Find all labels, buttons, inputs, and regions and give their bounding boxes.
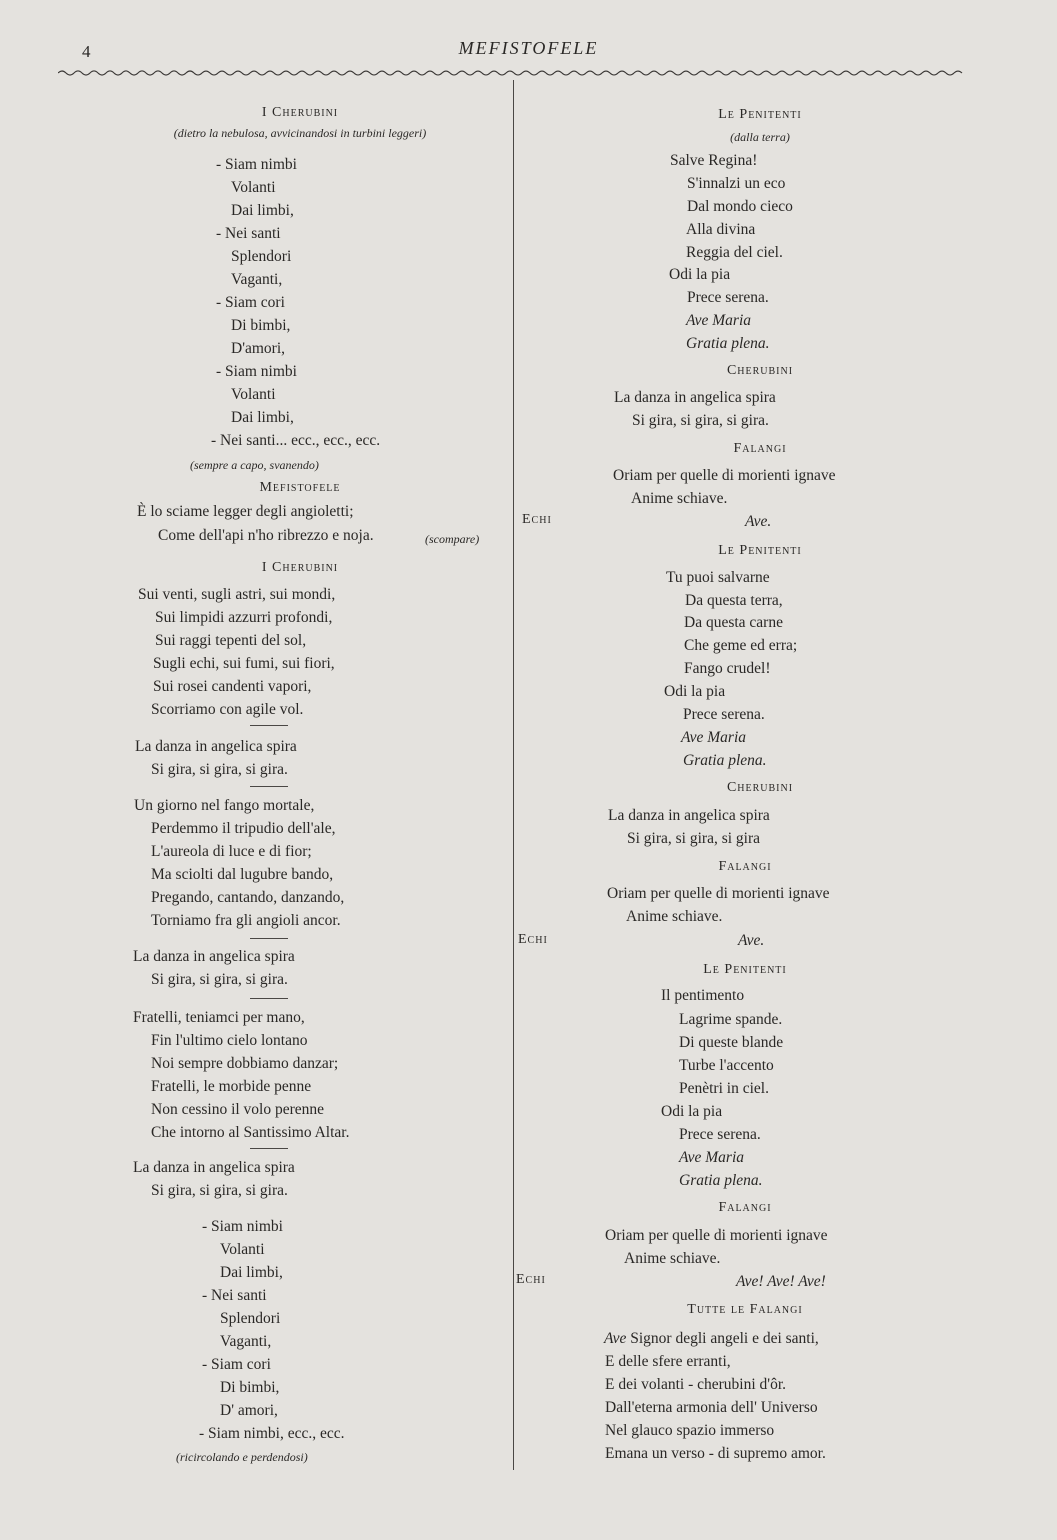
separator: [250, 998, 288, 999]
verse-line: Ave Maria: [679, 1149, 744, 1166]
verse-line: Fratelli, teniamci per mano,: [133, 1009, 305, 1026]
verse-line: Dai limbi,: [220, 1264, 283, 1281]
verse-line: Non cessino il volo perenne: [151, 1101, 325, 1118]
heading-falangi: Falangi: [718, 1200, 772, 1215]
verse-line: Prece serena.: [679, 1126, 761, 1143]
heading-i-cherubini: I Cherubini: [261, 560, 339, 575]
column-divider: [513, 80, 514, 1470]
ave-word: Ave: [604, 1330, 627, 1347]
verse-line: Si gira, si gira, si gira.: [632, 412, 769, 429]
verse-line: Vaganti,: [220, 1333, 272, 1350]
verse-line: L'aureola di luce e di fior;: [151, 843, 312, 860]
verse-line: Lagrime spande.: [679, 1011, 783, 1028]
heading-le-penitenti: Le Penitenti: [718, 107, 802, 122]
verse-line: Alla divina: [686, 221, 756, 238]
verse-line: La danza in angelica spira: [135, 738, 297, 755]
verse-line: Si gira, si gira, si gira.: [151, 761, 288, 778]
verse-line: Anime schiave.: [624, 1250, 721, 1267]
heading-falangi: Falangi: [718, 859, 772, 874]
verse-line: Ave Maria: [686, 312, 751, 329]
verse-line: Un giorno nel fango mortale,: [134, 797, 315, 814]
verse-line: La danza in angelica spira: [133, 948, 295, 965]
verse-line: Che intorno al Santissimo Altar.: [151, 1124, 350, 1141]
verse-line: Da questa carne: [684, 614, 783, 631]
verse-line: Da questa terra,: [685, 592, 783, 609]
verse-line: Tu puoi salvarne: [666, 569, 770, 586]
stage-direction: (dietro la nebulosa, avvicinandosi in turbini leggeri): [173, 126, 427, 140]
verse-line: D'amori,: [231, 340, 286, 357]
verse-line: Sugli echi, sui fumi, sui fiori,: [153, 655, 335, 672]
verse-line: Anime schiave.: [631, 490, 728, 507]
verse-line: Il pentimento: [661, 987, 745, 1004]
verse-line: Di bimbi,: [231, 317, 291, 334]
verse-line: Di queste blande: [679, 1034, 784, 1051]
verse-line: Oriam per quelle di morienti ignave: [607, 885, 830, 902]
verse-line: Sui raggi tepenti del sol,: [155, 632, 307, 649]
verse-line: D' amori,: [220, 1402, 278, 1419]
verse-line: Scorriamo con agile vol.: [151, 701, 304, 718]
verse-line: Sui rosei candenti vapori,: [153, 678, 312, 695]
verse-line: Gratia plena.: [679, 1172, 763, 1189]
verse-line: Che geme ed erra;: [684, 637, 798, 654]
verse-line: - Siam nimbi: [216, 156, 297, 173]
verse-line: Volanti: [220, 1241, 265, 1258]
verse-line: Oriam per quelle di morienti ignave: [605, 1227, 828, 1244]
echi-label: Echi: [518, 932, 548, 947]
verse-line: Splendori: [220, 1310, 281, 1327]
verse-line: E dei volanti - cherubini d'ôr.: [605, 1376, 786, 1393]
verse-line: Noi sempre dobbiamo danzar;: [151, 1055, 339, 1072]
page-number: 4: [82, 42, 91, 61]
verse-text: Signor degli angeli e dei santi,: [626, 1330, 819, 1347]
verse-line: Dai limbi,: [231, 202, 294, 219]
verse-line: Odi la pia: [664, 683, 726, 700]
verse-line: Fango crudel!: [684, 660, 771, 677]
verse-line: Si gira, si gira, si gira.: [151, 971, 288, 988]
verse-line: - Nei santi... ecc., ecc., ecc.: [211, 432, 381, 449]
verse-line: Volanti: [231, 179, 276, 196]
echi-response: Ave.: [738, 932, 765, 949]
heading-le-penitenti: Le Penitenti: [718, 543, 802, 558]
verse-line: La danza in angelica spira: [133, 1159, 295, 1176]
verse-line: Nel glauco spazio immerso: [605, 1422, 775, 1439]
verse-line: Si gira, si gira, si gira: [627, 830, 761, 847]
verse-line: Pregando, cantando, danzando,: [151, 889, 345, 906]
stage-direction: (ricircolando e perdendosi): [176, 1450, 308, 1464]
heading-cherubini: Cherubini: [726, 780, 794, 795]
verse-line: Penètri in ciel.: [679, 1080, 769, 1097]
verse-line: Gratia plena.: [683, 752, 767, 769]
verse-line: Sui limpidi azzurri profondi,: [155, 609, 333, 626]
verse-line: Emana un verso - di supremo amor.: [605, 1445, 826, 1462]
verse-line: Dall'eterna armonia dell' Universo: [605, 1399, 818, 1416]
heading-cherubini: Cherubini: [726, 363, 794, 378]
heading-falangi: Falangi: [733, 441, 787, 456]
verse-line: - Siam nimbi: [216, 363, 297, 380]
separator: [250, 938, 288, 939]
verse-line: Ma sciolti dal lugubre bando,: [151, 866, 334, 883]
verse-line: La danza in angelica spira: [608, 807, 770, 824]
verse-line: Odi la pia: [669, 266, 731, 283]
verse-line: - Siam cori: [216, 294, 285, 311]
verse-line: - Nei santi: [216, 225, 281, 242]
stage-direction: (scompare): [425, 532, 480, 546]
verse-line: - Siam nimbi: [202, 1218, 283, 1235]
heading-mefistofele: Mefistofele: [259, 480, 341, 495]
verse-line: Anime schiave.: [626, 908, 723, 925]
verse-line: Volanti: [231, 386, 276, 403]
echi-label: Echi: [522, 512, 552, 527]
verse-line: Fratelli, le morbide penne: [151, 1078, 312, 1095]
verse-line: È lo sciame legger degli angioletti;: [137, 503, 354, 520]
heading-le-penitenti: Le Penitenti: [703, 962, 787, 977]
stage-direction: (sempre a capo, svanendo): [190, 458, 319, 472]
verse-line: [604, 1330, 819, 1348]
verse-line: Reggia del ciel.: [686, 244, 783, 261]
verse-line: Splendori: [231, 248, 292, 265]
running-title: MEFISTOFELE: [458, 38, 599, 58]
wavy-rule: [58, 66, 964, 80]
stage-direction: (dalla terra): [730, 130, 790, 144]
verse-line: Si gira, si gira, si gira.: [151, 1182, 288, 1199]
verse-line: Dal mondo cieco: [687, 198, 793, 215]
verse-line: Torniamo fra gli angioli ancor.: [151, 912, 341, 929]
verse-line: Turbe l'accento: [679, 1057, 774, 1074]
separator: [250, 1148, 288, 1149]
verse-line: Perdemmo il tripudio dell'ale,: [151, 820, 336, 837]
verse-line: Odi la pia: [661, 1103, 723, 1120]
separator: [250, 725, 288, 726]
verse-line: Ave Maria: [681, 729, 746, 746]
heading-i-cherubini: I Cherubini: [261, 105, 339, 120]
verse-line: Vaganti,: [231, 271, 283, 288]
verse-line: S'innalzi un eco: [687, 175, 786, 192]
verse-line: Sui venti, sugli astri, sui mondi,: [138, 586, 336, 603]
echi-label: Echi: [516, 1272, 546, 1287]
verse-line: Come dell'api n'ho ribrezzo e noja.: [158, 527, 374, 544]
verse-line: Dai limbi,: [231, 409, 294, 426]
heading-tutte-le-falangi: Tutte le Falangi: [687, 1302, 803, 1317]
verse-line: Oriam per quelle di morienti ignave: [613, 467, 836, 484]
verse-line: - Siam cori: [202, 1356, 271, 1373]
echi-response: Ave.: [745, 513, 772, 530]
verse-line: La danza in angelica spira: [614, 389, 776, 406]
verse-line: Prece serena.: [687, 289, 769, 306]
verse-line: Di bimbi,: [220, 1379, 280, 1396]
verse-line: Fin l'ultimo cielo lontano: [151, 1032, 308, 1049]
verse-line: E delle sfere erranti,: [605, 1353, 731, 1370]
verse-line: Gratia plena.: [686, 335, 770, 352]
separator: [250, 786, 288, 787]
verse-line: - Siam nimbi, ecc., ecc.: [199, 1425, 345, 1442]
verse-line: Salve Regina!: [670, 152, 758, 169]
echi-response: Ave! Ave! Ave!: [736, 1273, 826, 1290]
verse-line: - Nei santi: [202, 1287, 267, 1304]
verse-line: Prece serena.: [683, 706, 765, 723]
